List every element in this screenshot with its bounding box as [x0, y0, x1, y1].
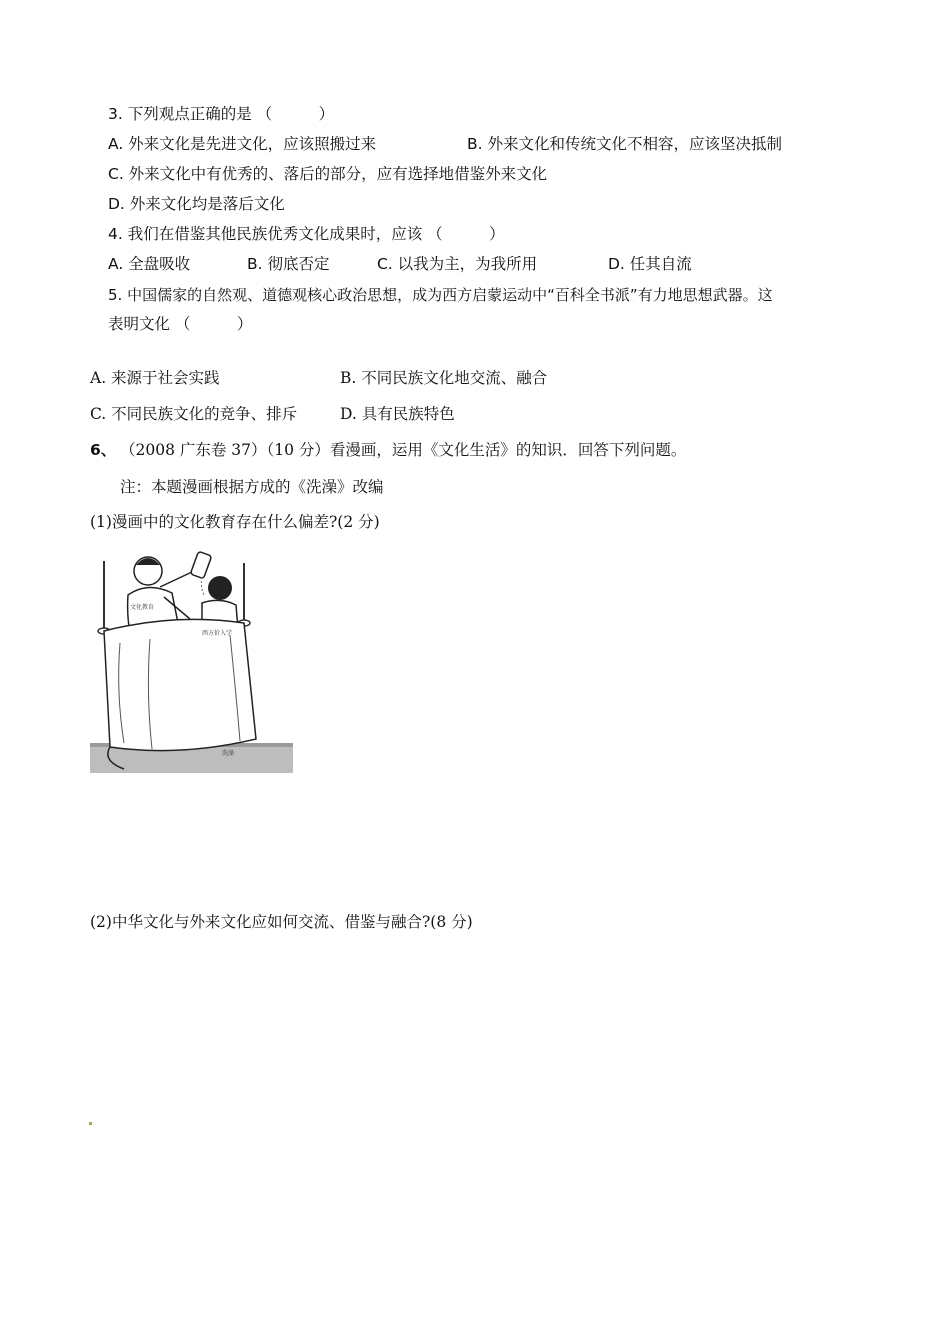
- q5-option-b: B. 不同民族文化地交流、融合: [340, 369, 548, 387]
- cartoon-label-bottom: 洗澡: [222, 750, 235, 757]
- q3-option-c: C. 外来文化中有优秀的、落后的部分，应有选择地借鉴外来文化: [108, 165, 548, 183]
- cartoon-label-right: 西方价入学: [202, 630, 233, 637]
- q4-option-c: C. 以我为主，为我所用: [377, 255, 538, 273]
- q5-option-d: D. 具有民族特色: [340, 405, 455, 423]
- q4-option-b: B. 彻底否定: [247, 255, 330, 273]
- q4-stem: 4. 我们在借鉴其他民族优秀文化成果时，应该 （ ）: [108, 225, 505, 243]
- q6-part2: (2)中华文化与外来文化应如何交流、借鉴与融合?(8 分): [90, 913, 473, 931]
- q3-option-a: A. 外来文化是先进文化，应该照搬过来: [108, 135, 377, 153]
- stray-mark: [89, 1122, 92, 1125]
- q5-stem-line1: 5. 中国儒家的自然观、道德观核心政治思想，成为西方启蒙运动中“百科全书派”有力地思想武器。这: [108, 286, 773, 304]
- q4-option-d: D. 任其自流: [608, 255, 692, 273]
- q6-note: 注：本题漫画根据方成的《洗澡》改编: [120, 478, 384, 496]
- q3-stem: 3. 下列观点正确的是 （ ）: [108, 105, 335, 123]
- q4-option-a: A. 全盘吸收: [108, 255, 191, 273]
- q5-option-c: C. 不同民族文化的竞争、排斥: [90, 405, 298, 423]
- cartoon-bathing: [90, 543, 293, 773]
- q6-stem: （2008 广东卷 37）（10 分）看漫画，运用《文化生活》的知识．回答下列问题。: [120, 441, 687, 459]
- q3-option-b: B. 外来文化和传统文化不相容，应该坚决抵制: [467, 135, 782, 153]
- q5-option-a: A. 来源于社会实践: [90, 369, 220, 387]
- cartoon-label-left: 文化教育: [130, 604, 155, 611]
- q6-part1: (1)漫画中的文化教育存在什么偏差?(2 分): [90, 513, 380, 531]
- q3-option-d: D. 外来文化均是落后文化: [108, 195, 285, 213]
- q6-number: 6、: [90, 441, 117, 459]
- q5-stem-line2: 表明文化 （ ）: [108, 315, 253, 333]
